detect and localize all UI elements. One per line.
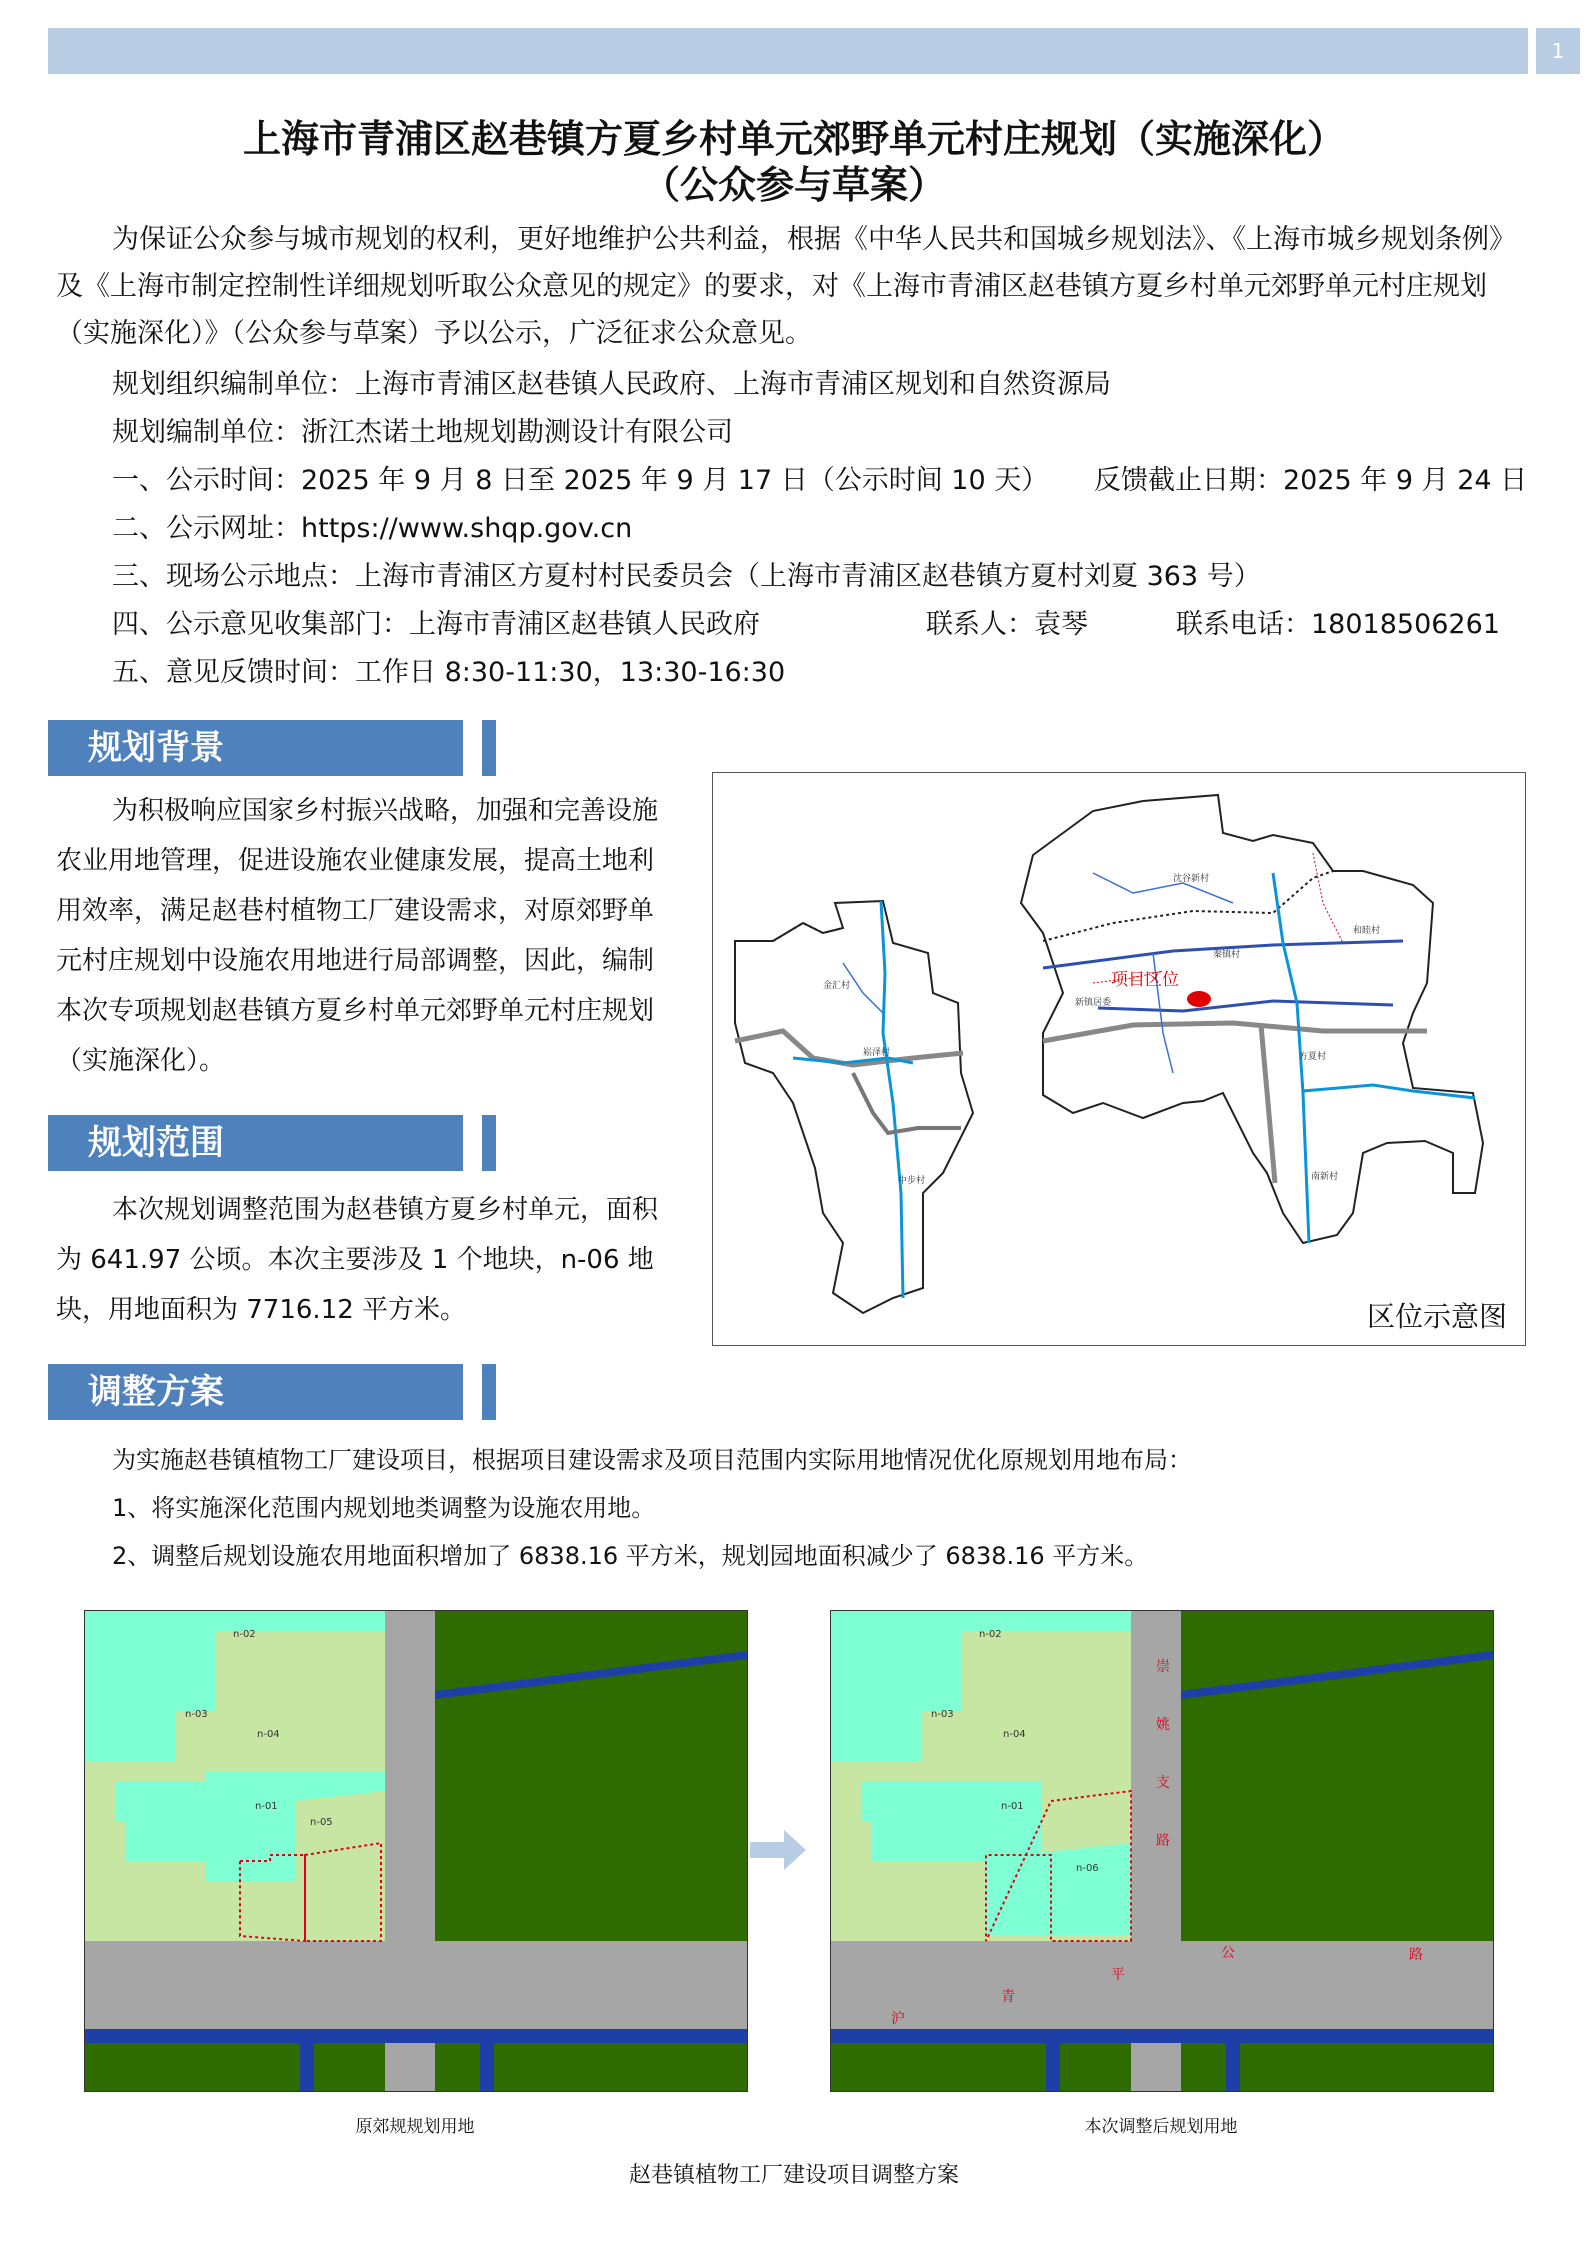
road-label-char: 崇	[1156, 1659, 1170, 1675]
before-map	[84, 1610, 748, 2092]
west-unit-boundary	[735, 901, 973, 1313]
period-line: 一、公示时间：2025 年 9 月 8 日至 2025 年 9 月 17 日（公示时间 10 天）	[112, 465, 1049, 496]
figure-main-caption: 赵巷镇植物工厂建设项目调整方案	[628, 2163, 959, 2188]
parcel-label: n-04	[1003, 1729, 1026, 1740]
hours-line: 五、意见反馈时间：工作日 8:30-11:30，13:30-16:30	[112, 657, 786, 688]
project-location-marker	[1187, 991, 1211, 1007]
village-qinzhen: 秦镇村	[1213, 950, 1241, 960]
background-text: 为积极响应国家乡村振兴战略，加强和完善设施农业用地管理，促进设施农业健康发展，提高土地利用效率，满足赵巷村植物工厂建设需求，对原郊野单元村庄规划中设施农用地进行局部调整，因此，编制本次专项规划赵巷镇方夏乡村单元郊野单元村庄规划（实施深化）。	[56, 796, 659, 1076]
section-accent	[482, 1115, 496, 1171]
page-title: 上海市青浦区赵巷镇方夏乡村单元郊野单元村庄规划（实施深化）	[242, 117, 1345, 161]
parcel-label: n-06	[1076, 1863, 1099, 1874]
road-label-char: 公	[1221, 1945, 1235, 1961]
road-label-char: 姚	[1156, 1717, 1170, 1733]
scope-paragraph	[56, 1185, 668, 1335]
road-label-char: 路	[1409, 1947, 1423, 1963]
arrow-right-icon	[750, 1830, 806, 1870]
village-hemu: 和睦村	[1353, 926, 1381, 936]
intro-paragraph	[56, 216, 1532, 357]
dept-line: 四、公示意见收集部门：上海市青浦区赵巷镇人民政府	[112, 609, 760, 640]
page-number: 1	[1536, 28, 1580, 74]
phone-line: 联系电话：18018506261	[1176, 609, 1500, 640]
deadline-line: 反馈截止日期：2025 年 9 月 24 日	[1094, 465, 1528, 496]
contact-line: 联系人：袁琴	[926, 609, 1088, 640]
location-line: 三、现场公示地点：上海市青浦区方夏村村民委员会（上海市青浦区赵巷镇方夏村刘夏 363 号）	[112, 561, 1261, 592]
village-xinzhen: 新镇居委	[1075, 998, 1112, 1008]
road-label-char: 青	[1001, 1989, 1015, 2005]
parcel-label: n-01	[1001, 1801, 1024, 1812]
road-label-char: 平	[1111, 1967, 1125, 1983]
section-background-heading: 规划背景	[48, 720, 463, 776]
road-label-char: 路	[1156, 1833, 1170, 1849]
before-map-drawing	[85, 1611, 747, 2091]
website-line[interactable]: 二、公示网址：https://www.shqp.gov.cn	[112, 513, 633, 544]
village-fangxia: 方夏村	[1299, 1052, 1327, 1062]
location-map-label: 区位示意图	[1366, 1300, 1507, 1333]
after-map	[830, 1610, 1494, 2092]
location-map-drawing	[713, 773, 1525, 1345]
parcel-label: n-01	[255, 1801, 278, 1812]
road-label-char: 支	[1156, 1775, 1170, 1791]
village-zhongbu: 中步村	[898, 1176, 926, 1186]
project-location-label: 项目区位	[1111, 970, 1179, 990]
org-line: 规划组织编制单位：上海市青浦区赵巷镇人民政府、上海市青浦区规划和自然资源局	[112, 369, 1111, 400]
intro-text: 为保证公众参与城市规划的权利，更好地维护公共利益，根据《中华人民共和国城乡规划法》、《上海市城乡规划条例》及《上海市制定控制性详细规划听取公众意见的规定》的要求，对《上海市青浦区赵巷镇方夏乡村单元郊野单元村庄规划（实施深化）》（公众参与草案）予以公示，广泛征求公众意见。	[56, 224, 1516, 349]
header-bar	[48, 28, 1528, 74]
village-nanxin: 南新村	[1311, 1172, 1339, 1182]
section-scope-heading: 规划范围	[48, 1115, 463, 1171]
parcel-label: n-05	[310, 1817, 333, 1828]
village-songze: 崧泽村	[863, 1048, 891, 1058]
parcel-label: n-04	[257, 1729, 280, 1740]
section-accent	[482, 720, 496, 776]
village-shengu: 沈谷新村	[1173, 874, 1210, 884]
village-jinhui: 金汇村	[823, 981, 851, 991]
section-accent	[482, 1364, 496, 1420]
background-paragraph	[56, 786, 668, 1086]
location-map	[712, 772, 1526, 1346]
designer-line: 规划编制单位：浙江杰诺土地规划勘测设计有限公司	[112, 417, 733, 448]
road-label-char: 沪	[891, 2011, 905, 2027]
parcel-label: n-02	[979, 1629, 1002, 1640]
plan-item-2: 2、调整后规划设施农用地面积增加了 6838.16 平方米，规划园地面积减少了 6838.16 平方米。	[112, 1542, 1149, 1570]
after-map-drawing	[831, 1611, 1493, 2091]
after-map-caption: 本次调整后规划用地	[1084, 2117, 1238, 2137]
east-unit-boundary	[1021, 795, 1483, 1243]
parcel-label: n-03	[931, 1709, 954, 1720]
scope-text: 本次规划调整范围为赵巷镇方夏乡村单元，面积为 641.97 公顷。本次主要涉及 1 个地块，n-06 地块，用地面积为 7716.12 平方米。	[56, 1195, 659, 1325]
parcel-label: n-02	[233, 1629, 256, 1640]
plan-intro: 为实施赵巷镇植物工厂建设项目，根据项目建设需求及项目范围内实际用地情况优化原规划用地布局：	[112, 1446, 1192, 1474]
page-subtitle: （公众参与草案）	[641, 163, 946, 207]
before-map-caption: 原郊规规划用地	[355, 2117, 475, 2137]
section-plan-heading: 调整方案	[48, 1364, 463, 1420]
plan-item-1: 1、将实施深化范围内规划地类调整为设施农用地。	[112, 1494, 656, 1522]
parcel-label: n-03	[185, 1709, 208, 1720]
